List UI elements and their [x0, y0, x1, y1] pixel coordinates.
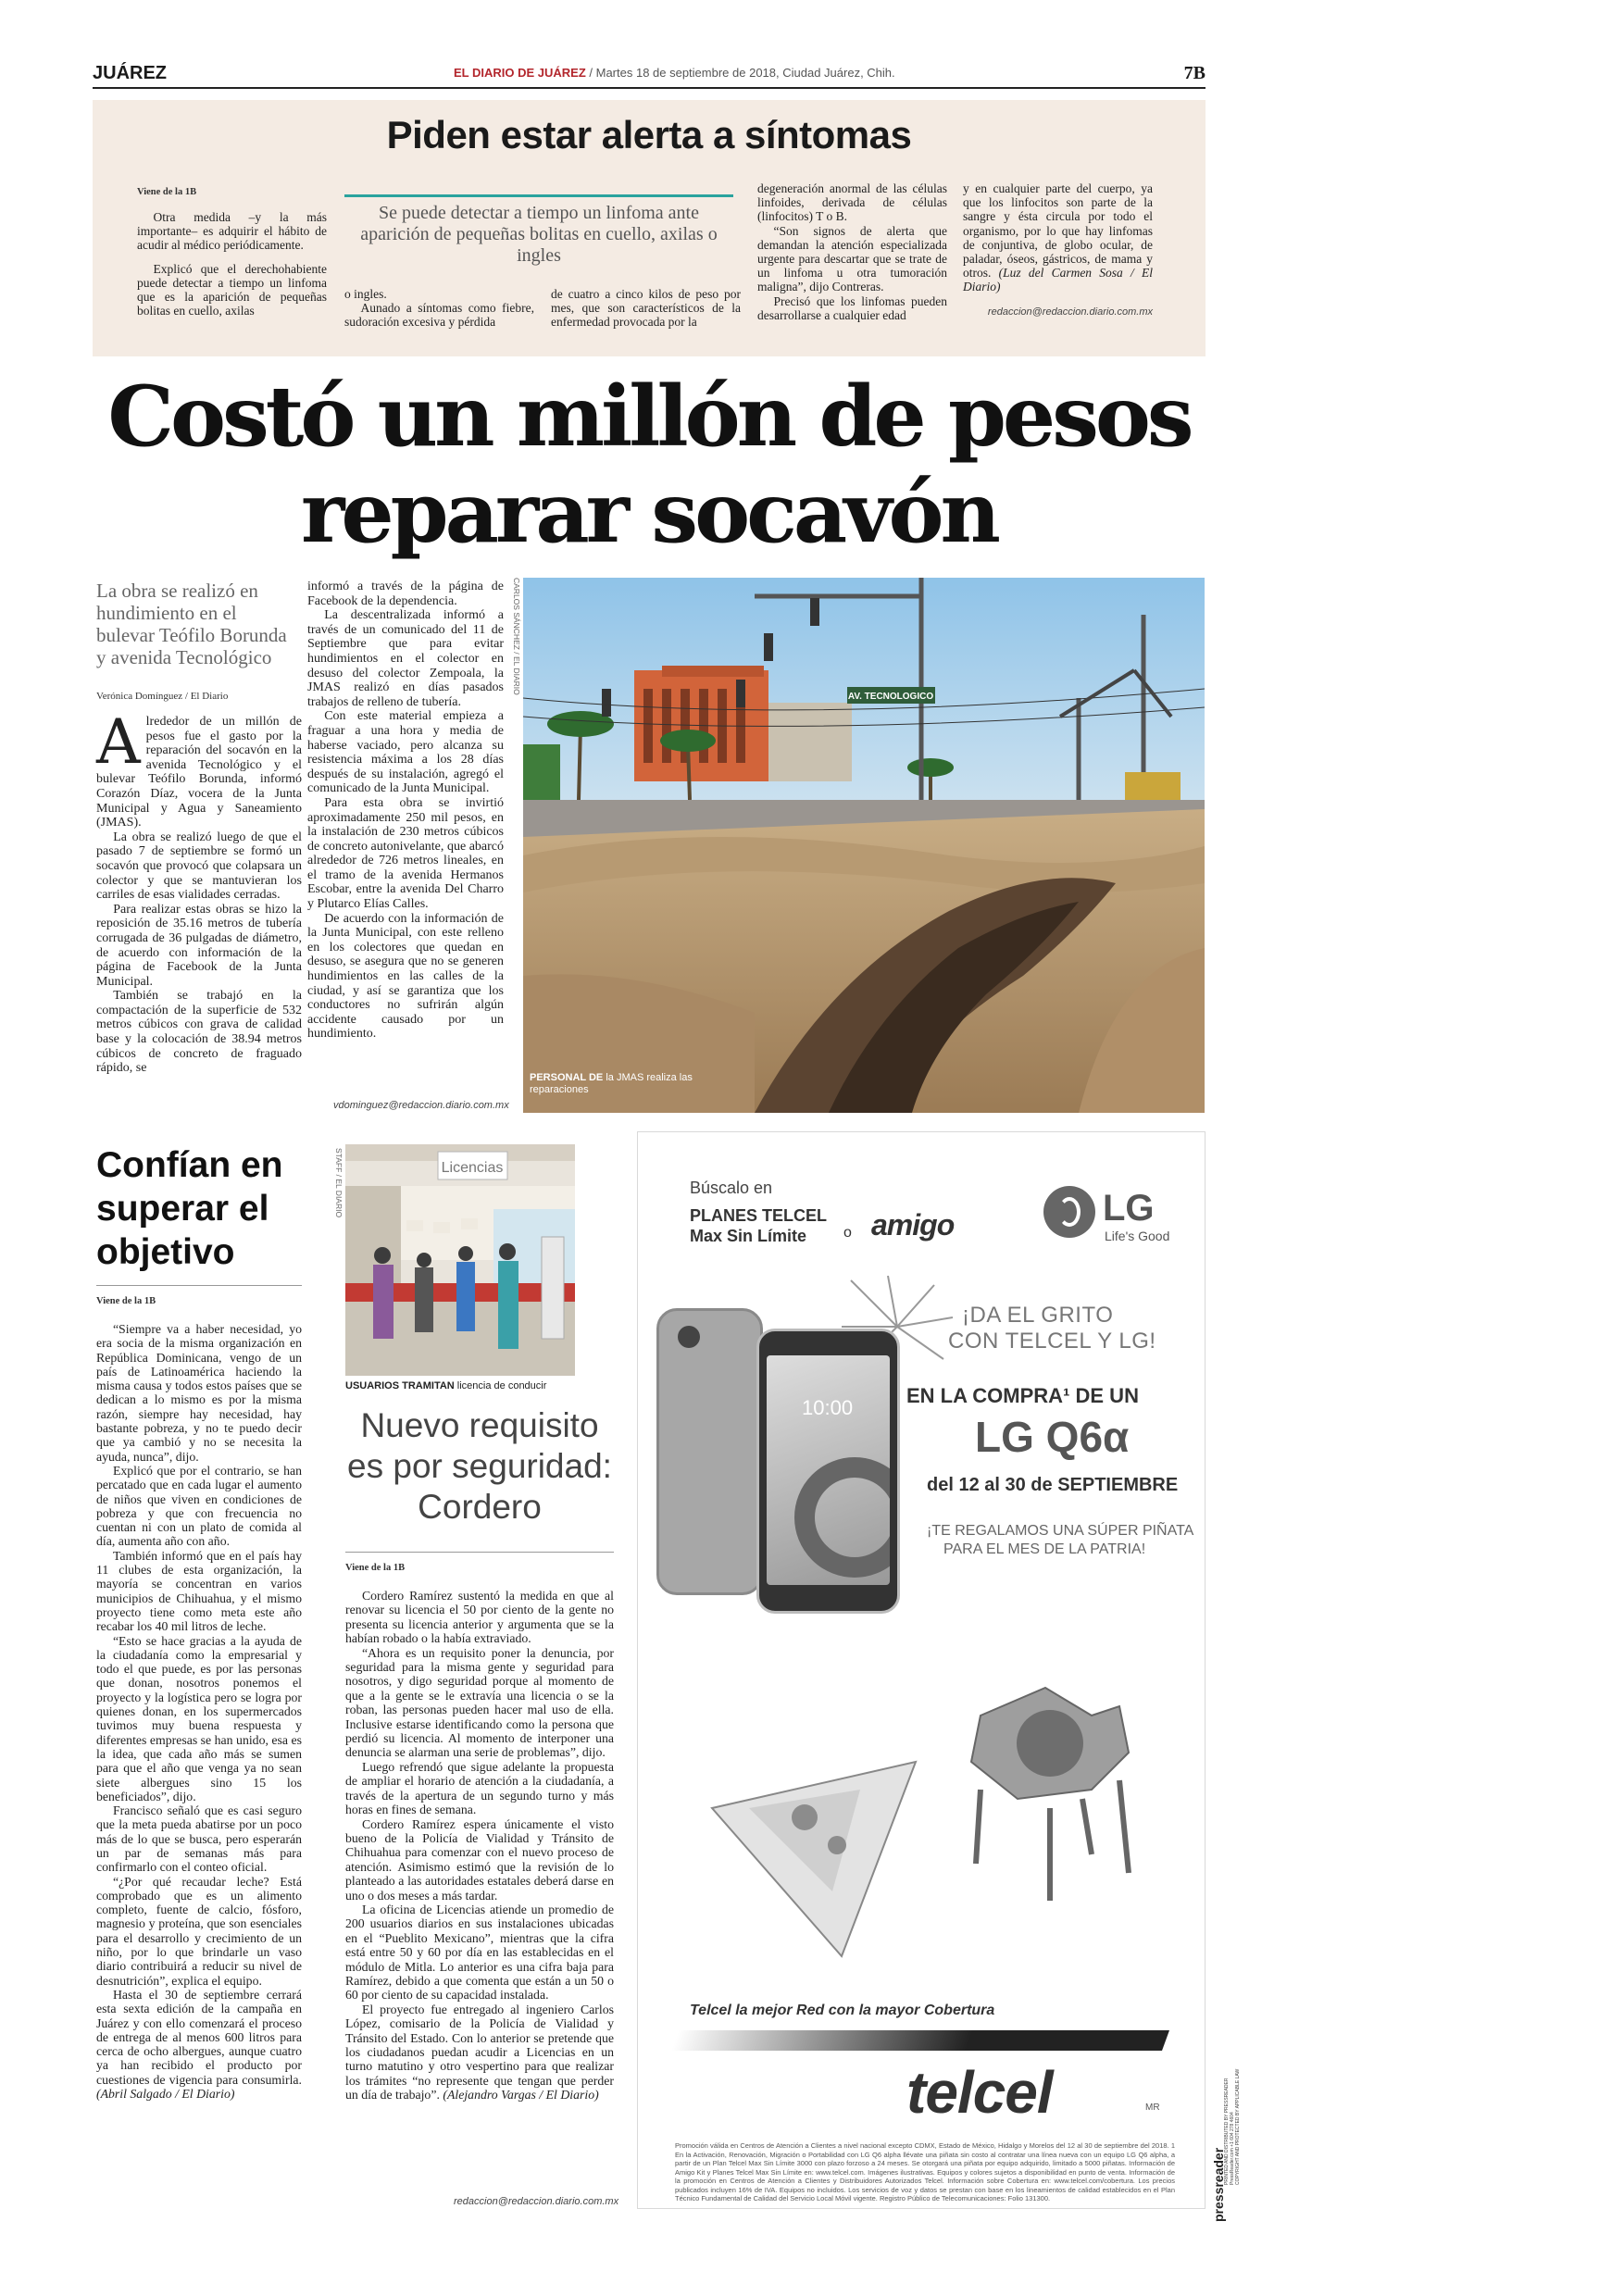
pressreader-line-1: PRINTED AND DISTRIBUTED BY PRESSREADER [1224, 2078, 1230, 2185]
paragraph: lrededor de un millón de pesos fue el gasto por la reparación del socavón en la avenida Tecnológico y el bulevar Teófilo Borunda, informó Corazón Díaz, vocera de la Junta Municipal y Agua y Saneamiento (JMAS). [96, 715, 302, 830]
telcel-lg-advertisement[interactable] [637, 1131, 1206, 2209]
photo-credit [511, 578, 522, 695]
licencias-office-photo [345, 1144, 575, 1376]
ad-slogan-bar [671, 2030, 1169, 2051]
telcel-mr: MR [1145, 2103, 1160, 2113]
paragraph: Con este material empieza a fraguar a una hora y media de haberse vaciado, pero alcanza su resistencia máxima a los 28 días después de su instalación, agregó el comunicado de la Junta Municipal. [307, 709, 504, 796]
top-story-kicker: Viene de la 1B [137, 187, 197, 197]
paragraph: “Esto se hace gracias a la ayuda de la ciudadanía como la empresarial y todo el que puede, es por las personas que donan, nosotros ponemos el proyecto y la logística pero se logra por quienes donan, en los supermercados tuvimos muy buena respuesta y diferentes empresas se han unido, esa es la idea, que cada año más se sumen para que el año que venga ya no sean siete albergues sino 15 los beneficiados”, dijo. [96, 1633, 302, 1803]
requisito-kicker: Viene de la 1B [345, 1563, 406, 1573]
pressreader-stamp [1207, 2068, 1241, 2222]
paragraph: Cordero Ramírez sustentó la medida en que al renovar su licencia el 50 por ciento de la gente no presenta su licencia anterior y argumenta que se la habían robado o la había extraviado. [345, 1589, 614, 1646]
licencias-sign: Licencias [441, 1160, 504, 1176]
main-story-byline: Verónica Domínguez / El Diario [96, 691, 229, 702]
lg-logo-icon [1043, 1186, 1095, 1238]
story-credit: (Luz del Carmen Sosa / El Diario) [963, 266, 1153, 294]
paragraph: informó a través de la página de Facebook de la dependencia. [307, 580, 504, 608]
lg-logo-text: LG [1103, 1188, 1155, 1229]
top-story-col-4 [757, 181, 947, 322]
photo-credit-text: STAFF / EL DIARIO [334, 1148, 344, 1218]
paragraph: Aunado a síntomas como fiebre, sudoración excesiva y pérdida [344, 301, 534, 330]
ad-compra: EN LA COMPRA¹ DE UN [906, 1384, 1139, 1407]
paragraph: Francisco señaló que es casi seguro que la meta pueda abatirse por un poco más de lo que se busca, pero esperarán un par de semanas más para confirmarlo con el conteo oficial. [96, 1803, 302, 1875]
paper-name: EL DIARIO DE JUÁREZ [454, 66, 586, 80]
ad-planes-line-2: Max Sin Límite [690, 1227, 807, 1245]
story-credit: (Alejandro Vargas / El Diario) [443, 2088, 599, 2103]
photo-caption [530, 1072, 715, 1096]
ad-planes-line-1: PLANES TELCEL [690, 1206, 828, 1225]
top-story-box [93, 100, 1206, 356]
email-link[interactable]: redaccion@redaccion.diario.com.mx [454, 2196, 619, 2207]
paragraph: “Ahora es un requisito poner la denuncia, por seguridad para la misma gente y seguridad para nosotros, y digo seguridad porque al momento de que a la gente se le extravía una licencia o se la roban, las personas pueden hacer mal uso de ella. Inclusive estarse identificando como la persona que perdió su licencia. Al momento de interponer una denuncia se alarman una serie de problemas”, dijo. [345, 1645, 614, 1760]
headline-line-1: Costó un millón de pesos [107, 368, 1191, 466]
paragraph: La descentralizada informó a través de un comunicado del 11 de Septiembre que para evitar hundimientos en el colector en desuso del colector Zempoala, la JMAS realizó en días pasados trabajos de relleno de tubería. [307, 608, 504, 709]
page-number: 7B [1183, 63, 1206, 83]
ad-buscalo: Búscalo en [690, 1179, 773, 1197]
pressreader-logo: pressreader [1211, 2147, 1226, 2222]
paragraph: Luego refrendó que sigue adelante la propuesta de ampliar el horario de atención a la ciudadanía, a través de la apertura de un segundo turno y más horas en fines de semana. [345, 1759, 614, 1817]
paragraph: Cordero Ramírez espera únicamente el visto bueno de la Policía de Vialidad y Tránsito de Chihuahua para comenzar con el nuevo proceso de atención. Asimismo estimó que la revisión de lo planteado a las autoridades estatales deberá darse en uno o dos meses a más tardar. [345, 1816, 614, 1903]
paragraph: degeneración anormal de las células linfoides, derivada de células (linfocitos) T o B. [757, 181, 947, 224]
ad-grito-line-1: ¡DA EL GRITO [962, 1303, 1114, 1328]
photo-credit-text: CARLOS SÁNCHEZ / EL DIARIO [512, 578, 521, 695]
phone-front-illustration [756, 1329, 900, 1614]
requisito-headline[interactable]: Nuevo requisito es por seguridad: Cordero [347, 1406, 612, 1526]
paragraph: La oficina de Licencias atiende un promedio de 200 usuarios diarios en sus instalaciones ubicadas en el “Pueblito Mexicano”, mientras que la cifra está entre 50 y 60 por día en las establecidas en el módulo de Mitla. Lo anterior es una cifra baja para Ramírez, debido a que comenta que están a un 50 o 60 por ciento de su capacidad instalada. [345, 1902, 614, 2003]
photo-credit [333, 1148, 344, 1231]
email-link[interactable]: vdominguez@redaccion.diario.com.mx [333, 1100, 509, 1111]
phone-wallpaper-q [794, 1457, 890, 1578]
paragraph: También se trabajó en la compactación de la superficie de 532 metros cúbicos con grava de calidad base y la colocación de 38.94 metros cúbicos de concreto de fraguado rápido, se [96, 989, 302, 1076]
ad-pinata-line-1: ¡TE REGALAMOS UNA SÚPER PIÑATA [927, 1523, 1194, 1539]
paragraph: También informó que en el país hay 11 clubes de esta organización, la mayoría se concentran en varios municipios de Chihuahua, y el mismo proyecto tiene como meta este año recabar los 40 mil litros de leche. [96, 1548, 302, 1634]
paragraph: Otra medida –y la más importante– es adquirir el hábito de acudir al médico periódicamente. [137, 210, 327, 253]
ad-grito-line-2: CON TELCEL Y LG! [948, 1329, 1156, 1354]
requisito-body [345, 1589, 614, 2103]
paragraph: “¿Por qué recaudar leche? Está comprobado que es un alimento completo, fuente de calcio, fósforo, magnesio y proteína, que son esenciales para el desarrollo y crecimiento de un niño, por lo que brindarle un vaso diario contribuirá a reducir su nivel de desnutrición”, explica el equipo. [96, 1874, 302, 1988]
phone-camera-icon [678, 1326, 700, 1348]
top-story-col-2 [344, 287, 534, 330]
ad-pinata-line-2: PARA EL MES DE LA PATRIA! [943, 1541, 1146, 1557]
caption-bold: USUARIOS TRAMITAN [345, 1380, 455, 1391]
ad-dates: del 12 al 30 de SEPTIEMBRE [927, 1475, 1179, 1495]
pinatas-illustration [693, 1678, 1193, 1984]
top-story-headline[interactable]: Piden estar alerta a síntomas [386, 113, 912, 156]
paragraph: El proyecto fue entregado al ingeniero Carlos López, comisario de la Policía de Vialidad y Tránsito del Estado. Con lo anterior se pretende que los ciudadanos puedan acudir a Licencias en un turno matutino y otro vespertino para que realizar los trámites “no represente que tengan que perder un día de trabajo”. [345, 2002, 614, 2103]
telcel-logo: telcel [906, 2059, 1053, 2126]
story-credit: (Abril Salgado / El Diario) [96, 2087, 235, 2102]
paragraph: De acuerdo con la información de la Junta Municipal, con este relleno en los colectores que quedan en desuso, se asegura que no se generen hundimientos en las calles de la ciudad, y así se garantiza que los conductores no sufrirán algún accidente causado por un hundimiento. [307, 911, 504, 1042]
main-story-deck: La obra se realizó en hundimiento en el bulevar Teófilo Borunda y avenida Tecnológico [96, 580, 287, 668]
headline-line-2: reparar socavón [301, 464, 997, 562]
paragraph: Explicó que el derechohabiente puede detectar a tiempo un linfoma que es la aparición de pequeñas bolitas en cuello, axilas [137, 261, 327, 318]
lg-tagline: Life's Good [1105, 1229, 1170, 1243]
photo-caption [345, 1380, 586, 1391]
section-name: JUÁREZ [93, 63, 168, 83]
pressreader-line-3: COPYRIGHT AND PROTECTED BY APPLICABLE LAW [1235, 2068, 1241, 2185]
ad-fine-print: Promoción válida en Centros de Atención a Clientes a nivel nacional excepto CDMX, Estado de México, Hidalgo y Morelos del 12 al 30 de septiembre del 2018. 1 En la Activación, Renovación, Migración o Portabilidad con LG Q6 alpha llévate una piñata sin costo al contratar una línea nueva con un equipo LG Q6 alpha, a partir de un Plan Telcel Max Sin Límite 3000 con plazo forzoso a 24 meses. Se otorgará una piñata por equipo adquirido, limitado a 5000 piñatas. Información de Amigo Kit y Planes Telcel Max Sin Límite en: www.telcel.com. Imágenes ilustrativas. Equipos y colores sujetos a disponibilidad en punto de venta. Información de la promoción en Centros de Atención a Clientes y Distribuidores Autorizados Telcel. Información sobre Cobertura en: www.telcel.com/cobertura. Los precios publicados incluyen 16% de IVA. Equipos no incluidos. Los servicios de voz y datos se prestan con base en los lineamientos de calidad establecidos en el Plan Técnico Fundamental de Calidad del Servicio Local Móvil vigente. Registro Público de Telecomunicaciones: Folio 131300. [675, 2141, 1175, 2202]
paragraph: y en cualquier parte del cuerpo, ya que los linfocitos son parte de la sangre y ésta circula por todo el organismo, por lo que hay linfomas de conjuntiva, de globo ocular, de paladar, óseos, gástricos, de mama y otros. [963, 181, 1153, 281]
paragraph: de cuatro a cinco kilos de peso por mes, que son característicos de la enfermedad provocada por la [551, 287, 741, 330]
ad-network-slogan: Telcel la mejor Red con la mayor Cobertura [690, 2003, 995, 2018]
paragraph: “Son signos de alerta que demandan la atención especializada urgente para descartar que se trate de un linfoma u otra tumoración maligna”, dijo Contreras. [757, 223, 947, 294]
licencias-illustration [345, 1144, 575, 1376]
sinkhole-illustration [523, 578, 1205, 1113]
page-header [93, 61, 1206, 89]
paper-dateline [454, 66, 895, 80]
phone-screen [767, 1355, 890, 1585]
top-story-col-1 [137, 187, 327, 318]
ad-or: o [843, 1225, 852, 1241]
sinkhole-photo [523, 578, 1205, 1113]
top-story-deck: Se puede detectar a tiempo un linfoma ante aparición de pequeñas bolitas en cuello, axilas o ingles [344, 194, 733, 267]
confian-body [96, 1322, 302, 2101]
amigo-logo: amigo [871, 1208, 955, 1242]
paragraph: La obra se realizó luego de que el pasado 7 de septiembre se formó un socavón que provocó que colapsara un colector y que se mantuvieran los carriles de esas vialidades cerradas. [96, 830, 302, 903]
paragraph: o ingles. [344, 287, 387, 301]
caption-text: la JMAS realiza las reparaciones [530, 1072, 693, 1095]
street-sign: AV. TECNOLOGICO [847, 692, 934, 702]
email-link[interactable]: redaccion@redaccion.diario.com.mx [987, 306, 1153, 318]
paragraph: Hasta el 30 de septiembre cerrará esta sexta edición de la campaña en Juárez y con ello comenzará el proceso de entrega de al menos 600 litros para cerca de ocho albergues, aunque cuatro ya han recibido el producto por cuestiones de vigencia para consumirla. [96, 1987, 302, 2087]
pressreader-line-2: PressReader.com +1 604 278 4604 [1230, 2112, 1235, 2185]
divider [345, 1552, 614, 1553]
top-story-col-5 [963, 181, 1153, 319]
caption-bold: PERSONAL DE [530, 1072, 604, 1083]
caption-text: licencia de conducir [454, 1380, 547, 1391]
paragraph: Explicó que por el contrario, se han percatado que en cada lugar el aumento de niños que viven en condiciones de pobreza y que con frecuencia no cuentan ni con un plato de comida al día, aumenta año con año. [96, 1463, 302, 1549]
paragraph: Precisó que los linfomas pueden desarrollarse a cualquier edad [757, 293, 947, 322]
phone-back-illustration [656, 1308, 763, 1595]
main-story-col-2 [307, 580, 504, 1042]
confian-headline[interactable]: Confían en superar el objetivo [96, 1145, 283, 1272]
paragraph: “Siempre va a haber necesidad, yo era socia de la misma organización en República Dominicana, vengo de un país de Latinoamérica haciendo la misma causa y todos estos países que se dedican a lo mismo es por la misma razón, siempre hay necesidad, hay bastante pobreza, y no te puedo decir que ya cambió y no se necesita la ayuda, nunca”, dijo. [96, 1322, 302, 1464]
drop-cap: A [96, 706, 141, 778]
phone-clock: 10:00 [802, 1396, 854, 1419]
lg-logo-mark [1058, 1197, 1081, 1227]
main-story-col-1 [96, 706, 302, 1076]
main-headline[interactable] [93, 368, 1206, 561]
date-line: / Martes 18 de septiembre de 2018, Ciudad Juárez, Chih. [585, 66, 895, 80]
top-story-col-3 [551, 287, 741, 330]
divider [96, 1285, 302, 1286]
confian-kicker: Viene de la 1B [96, 1296, 156, 1306]
paragraph: Para esta obra se invirtió aproximadamente 250 mil pesos, en la instalación de 230 metros cúbicos de concreto autonivelante, que abarcó alrededor de 726 metros lineales, en el tramo de la avenida Hermanos Escobar, entre la avenida Del Charro y Plutarco Elías Calles. [307, 795, 504, 912]
ad-phone-model: LG Q6α [975, 1413, 1130, 1461]
paragraph: Para realizar estas obras se hizo la reposición de 35.16 metros de tubería corrugada de 36 pulgadas de diámetro, de acuerdo con información de la página de Facebook de la Junta Municipal. [96, 902, 302, 989]
